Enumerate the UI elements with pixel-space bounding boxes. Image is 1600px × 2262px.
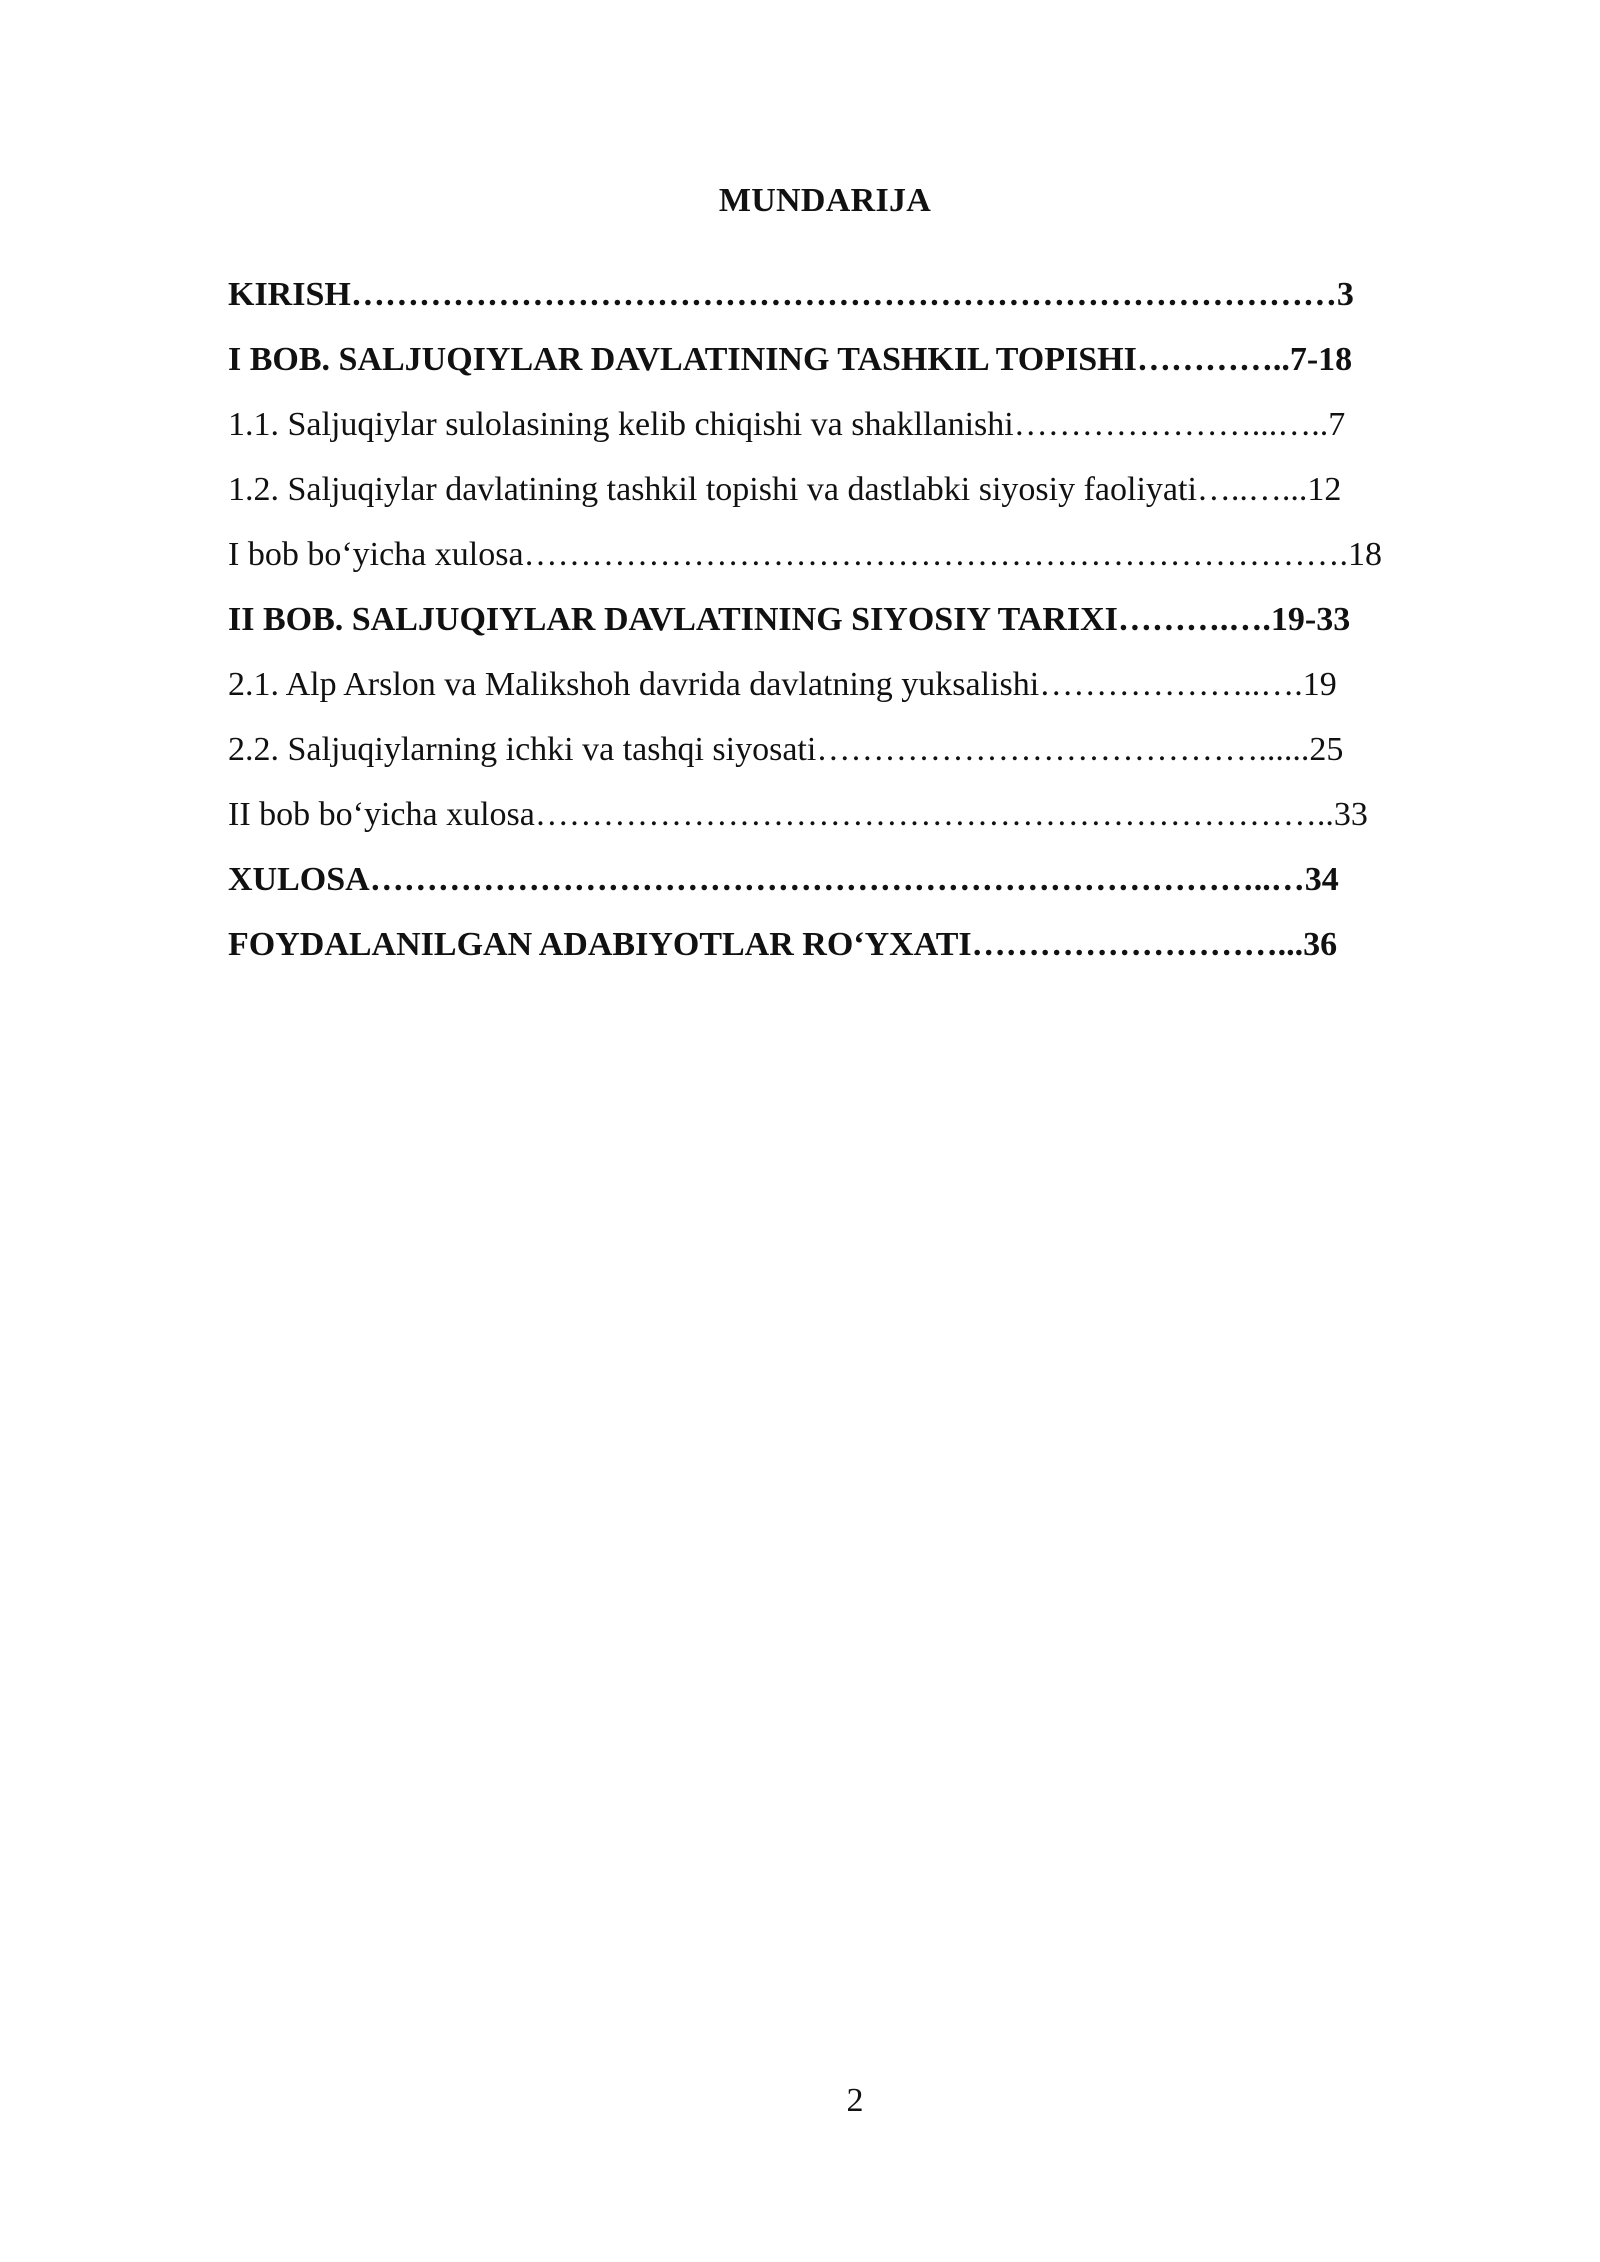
toc-entry-section-1-1: 1.1. Saljuqiylar sulolasining kelib chiqishi va shakllanishi…………………...…..7 — [228, 406, 1346, 443]
toc-entry-section-1-2: 1.2. Saljuqiylar davlatining tashkil topishi va dastlabki siyosiy faoliyati…..…...12 — [228, 471, 1342, 508]
page-title: MUNDARIJA — [718, 182, 932, 219]
toc-entry-section-2-1: 2.1. Alp Arslon va Malikshoh davrida davlatning yuksalishi………………..….19 — [228, 666, 1337, 703]
toc-entry-chapter-2: II BOB. SALJUQIYLAR DAVLATINING SIYOSIY TARIXI……….….19-33 — [228, 601, 1351, 638]
table-of-contents — [228, 262, 1478, 977]
toc-entry-xulosa: XULOSA……………………………………………………………………..…34 — [228, 861, 1339, 898]
toc-entry-kirish: KIRISH……………………………………………………………………………3 — [228, 276, 1354, 313]
toc-entry-chapter-1: I BOB. SALJUQIYLAR DAVLATINING TASHKIL TOPISHI…………..7-18 — [228, 341, 1353, 378]
page-number: 2 — [846, 2082, 864, 2119]
toc-entry-section-2-2: 2.2. Saljuqiylarning ichki va tashqi siyosati…………………………………......25 — [228, 731, 1344, 768]
toc-entry-references: FOYDALANILGAN ADABIYOTLAR RO‘YXATI………………………...36 — [228, 926, 1338, 963]
toc-entry-chapter-1-summary: I bob bo‘yicha xulosa……………………………………………………………….18 — [228, 536, 1383, 573]
toc-entry-chapter-2-summary: II bob bo‘yicha xulosa……………………………………………………………..33 — [228, 796, 1368, 833]
